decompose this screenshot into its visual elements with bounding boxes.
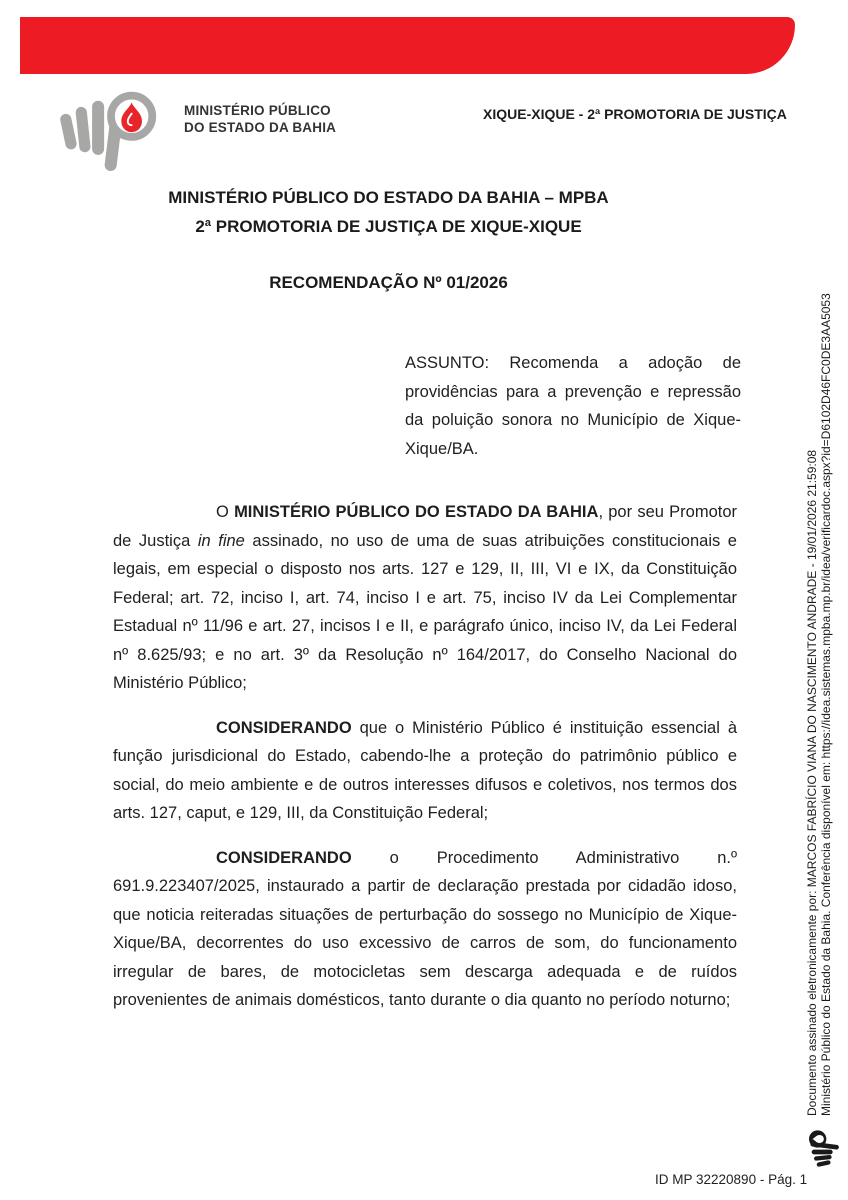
paragraph: CONSIDERANDO o Procedimento Administrativo n.º 691.9.223407/2025, instaurado a partir de declaração prestada por cidadão idoso, que noticia reiteradas situações de perturbação do sossego no Município de Xique-Xique/BA, decorrentes do uso excessivo de carros de som, do funcionamento irregular de bares, de motocicletas sem descarga adequada e de ruídos provenientes de animais domésticos, tanto durante o dia quanto no período noturno;: [113, 848, 737, 1009]
brand-name-line1: MINISTÉRIO PÚBLICO: [184, 103, 331, 118]
signature-line1: Documento assinado eletronicamente por: MARCOS FABRÍCIO VIANA DO NASCIMENTO ANDRADE - 19/01/2026 21:59:08: [805, 449, 819, 1116]
brand-name: [184, 102, 336, 136]
title-line2: 2ª PROMOTORIA DE JUSTIÇA DE XIQUE-XIQUE: [195, 217, 582, 236]
document-titles: [36, 183, 741, 297]
mpba-logo-icon: [52, 87, 170, 173]
paragraph: O MINISTÉRIO PÚBLICO DO ESTADO DA BAHIA, por seu Promotor de Justiça in fine assinado, no uso de uma de suas atribuições constitucionais e legais, em especial o disposto nos arts. 127 e 129, II, III, VI e IX, da Constituição Federal; art. 72, inciso I, art. 74, inciso I e art. 75, inciso IV da Lei Complementar Estadual nº 11/96 e art. 27, incisos I e II, e parágrafo único, inciso IV, da Lei Federal nº 8.625/93; e no art. 3º da Resolução nº 164/2017, do Conselho Nacional do Ministério Público;: [113, 503, 737, 692]
mpba-brand: [52, 87, 336, 173]
signature-line2: Ministério Público do Estado da Bahia. Conferência disponível em: https://idea.sistemas.mpba.mp.br/idea/verificardoc.aspx?id=D6102D46FC0DE3AA5053: [818, 293, 833, 1116]
promotoria-header: XIQUE-XIQUE - 2ª PROMOTORIA DE JUSTIÇA: [483, 106, 787, 122]
paragraph: CONSIDERANDO que o Ministério Público é instituição essencial à função jurisdicional do Estado, cabendo-lhe a proteção do patrimônio público e social, do meio ambiente e de outros interesses difusos e coletivos, nos termos dos arts. 127, caput, e 129, III, da Constituição Federal;: [113, 718, 737, 822]
mpba-small-logo-icon: [802, 1127, 844, 1167]
assunto-block: ASSUNTO: Recomenda a adoção de providências para a prevenção e repressão da poluição sonora no Município de Xique-Xique/BA.: [405, 354, 741, 458]
document-id-footer: ID MP 32220890 - Pág. 1: [655, 1172, 808, 1187]
title-line1: MINISTÉRIO PÚBLICO DO ESTADO DA BAHIA – MPBA: [168, 188, 609, 207]
header-red-banner: [20, 17, 795, 74]
body-paragraphs: [113, 498, 737, 1031]
brand-name-line2: DO ESTADO DA BAHIA: [184, 120, 337, 135]
recommendation-number: RECOMENDAÇÃO Nº 01/2026: [269, 273, 508, 292]
signature-strip: [805, 293, 833, 1116]
